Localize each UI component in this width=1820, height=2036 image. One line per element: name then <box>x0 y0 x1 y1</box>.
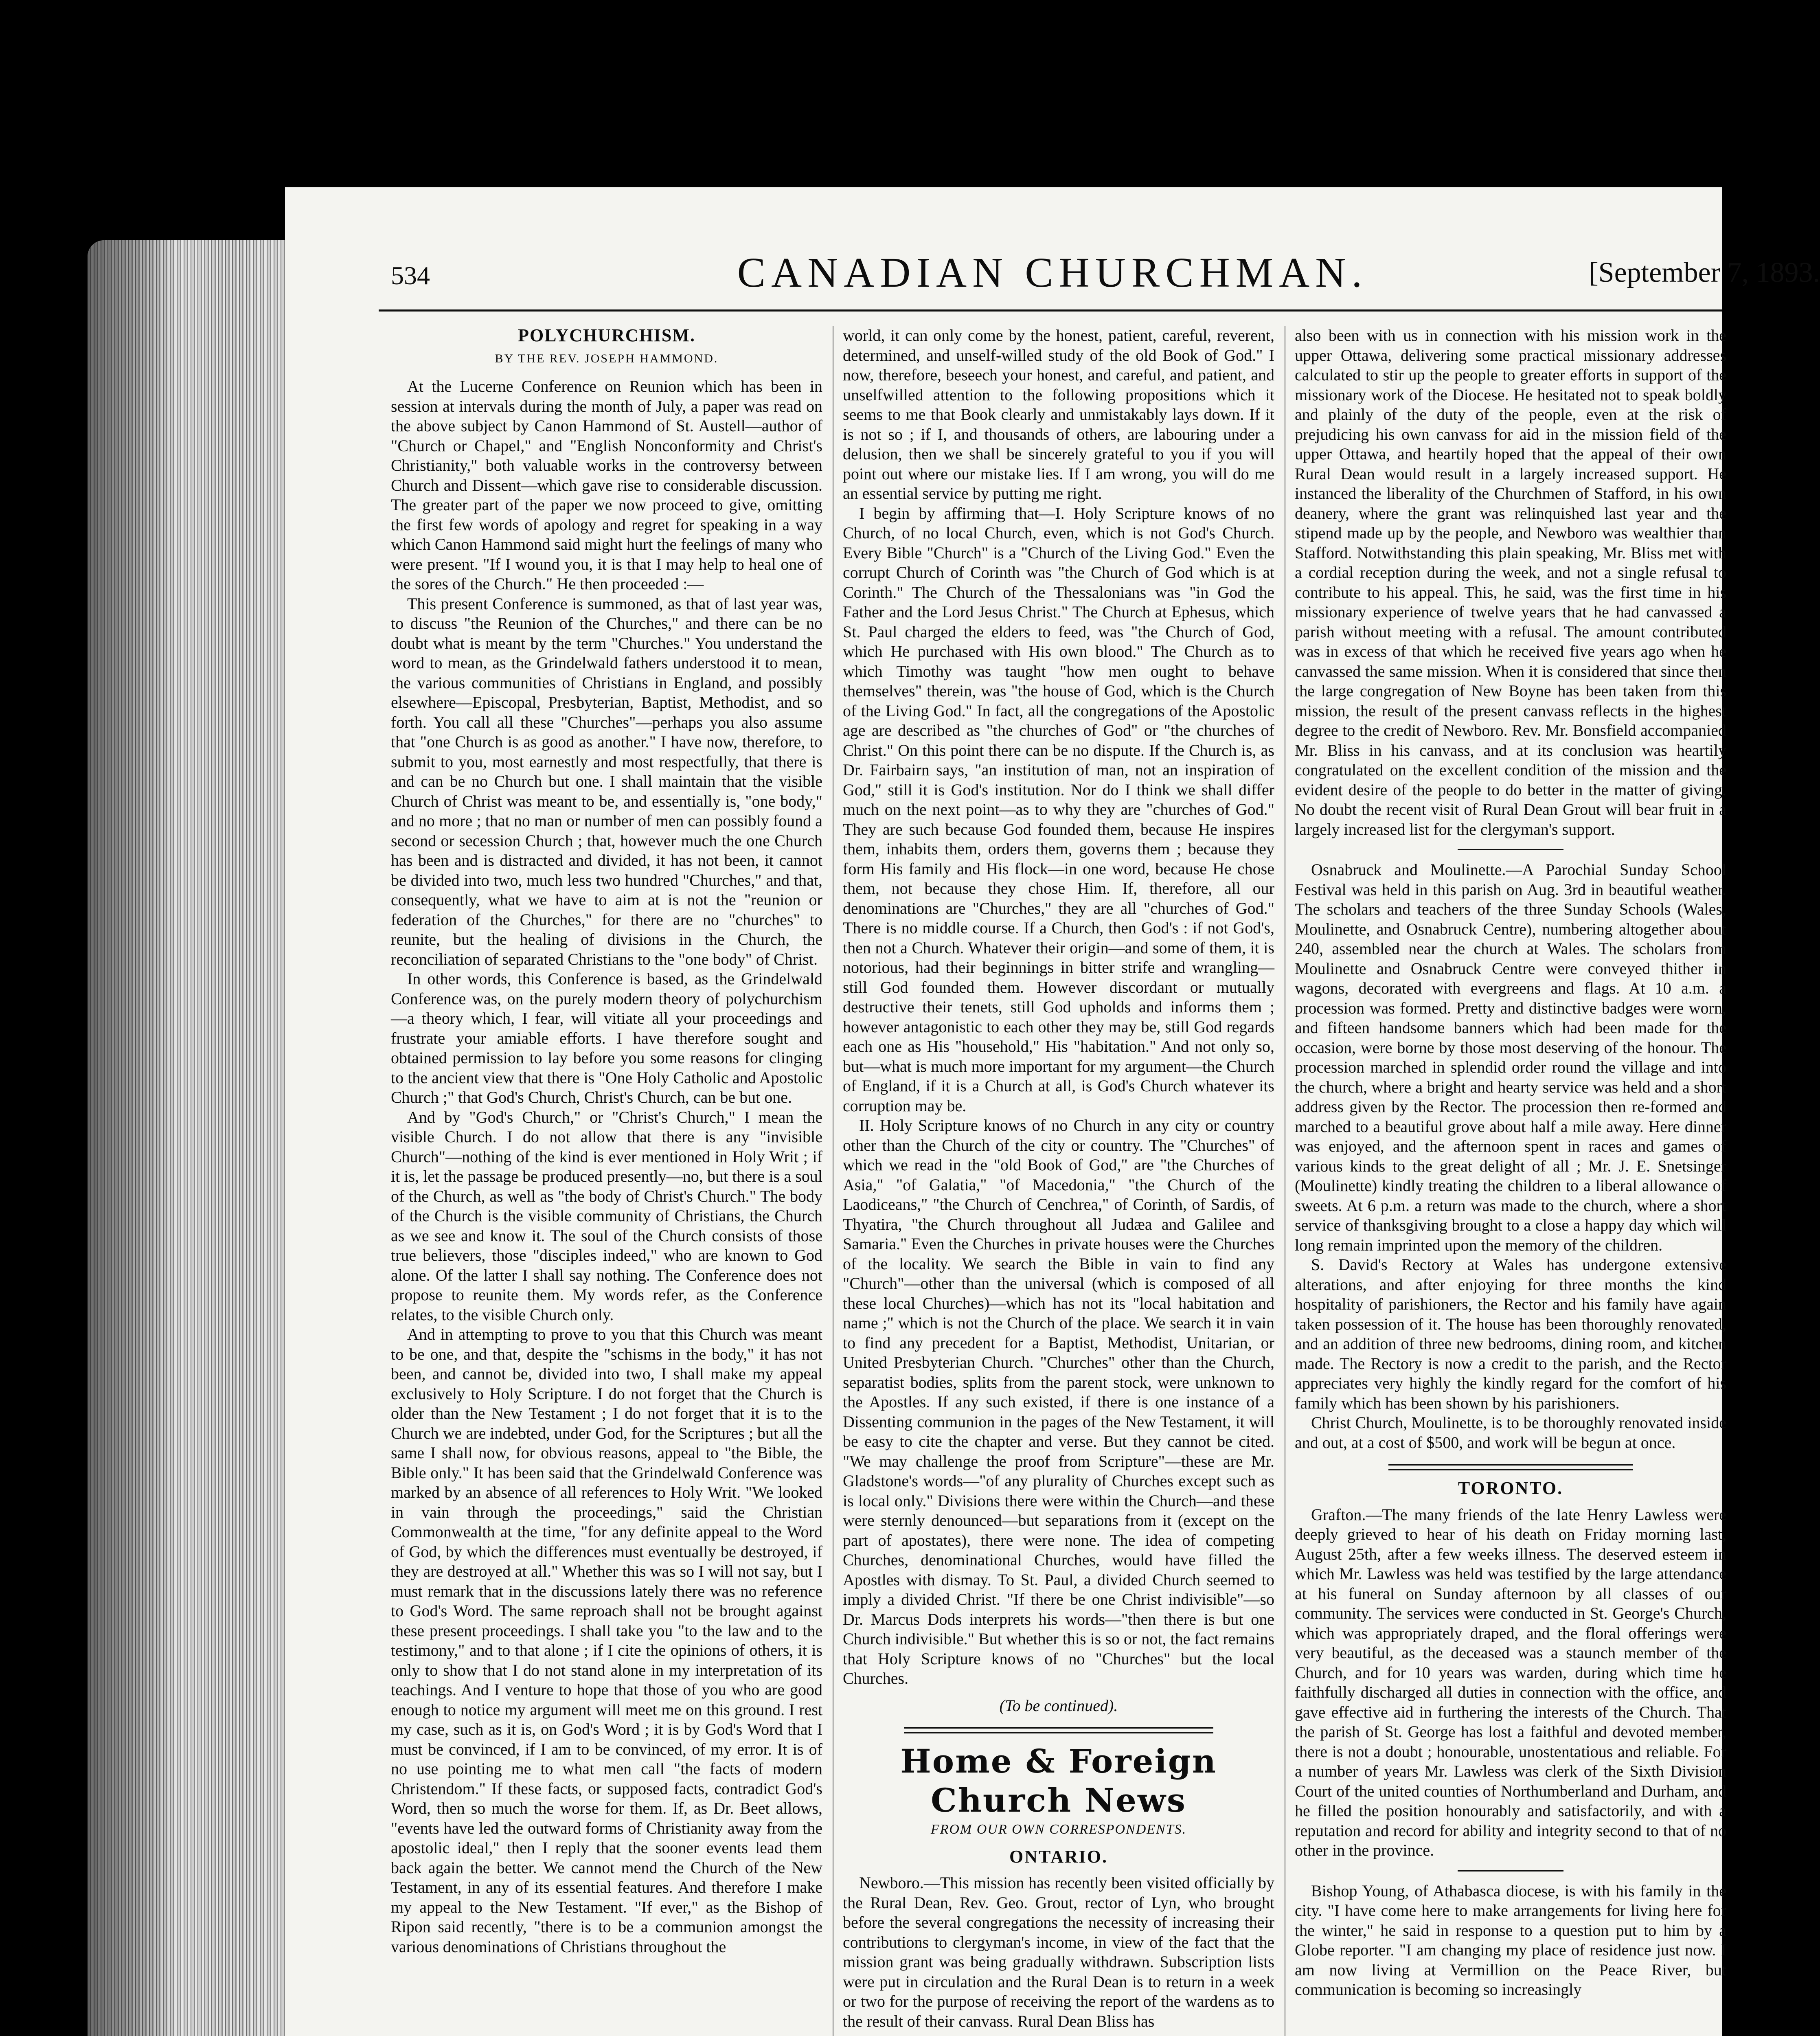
news-subtitle: FROM OUR OWN CORRESPONDENTS. <box>930 1822 1187 1837</box>
paragraph: And in attempting to prove to you that this Church was meant to be one, and that, despite the "schisms in the body," it has not been, and cannot be, divided into two, I shall make my appeal exclusively to Holy Scripture. I do not forget that the Church is older than the New Testament ; I do not forget that it is to the Church we are indebted, under God, for the Scriptures ; but all the same I shall now, for obvious reasons, appeal to "the Bible, the Bible only." It has been said that the Grindelwald Conference was marked by an absence of all references to Holy Writ. "We looked in vain through the proceedings," said the Christian Commonwealth at the time, "for any definite appeal to the Word of God, by which the differences must eventually be destroyed, if they are destroyed at all." Whether this was so I will not say, but I must remark that in the discussions lately there was no reference to God's Word. The same reproach shall not be brought against these present proceedings. I shall take you "to the law and to the testimony," and to that alone ; if I cite the opinions of others, it is only to show that I do not stand alone in my interpretation of its teachings. And I venture to hope that those of you who are good enough to notice my argument will meet me on this ground. I rest my case, such as it is, on God's Word ; it is by God's Word that I must be convinced, if I am to be convinced, of my error. It is of no use pointing me to what men call "the facts of modern Christendom." If these facts, or supposed facts, contradict God's Word, then so much the worse for them. If, as Dr. Beet allows, "events have led the outward forms of Christianity away from the apostolic ideal," then I reply that the sooner events lead them back again the better. We cannot mend the Church of the New Testament, in any of its essential features. And therefore I make my appeal to the New Testament. "If ever," as the Bishop of Ripon said recently, "there is to be a communion amongst the various denominations of Christians throughout the <box>391 1325 822 1956</box>
section-rule <box>904 1727 1213 1733</box>
paragraph: This present Conference is summoned, as that of last year was, to discuss "the Reunion of the Churches," and there can be no doubt what is meant by the term "Churches." You understand the word to mean, as the Grindelwald fathers understood it to mean, the various communities of Christians in England, and possibly elsewhere—Episcopal, Presbyterian, Baptist, Methodist, and so forth. You call all these "Churches"—perhaps you also assume that "one Church is as good as another." I have now, therefore, to submit to you, most earnestly and most respectfully, that there is and can be no Church but one. I shall maintain that the visible Church of Christ was meant to be, and essentially is, "one body," and no more ; that no man or number of men can possibly found a second or secession Church ; that, however much the one Church has been and is distracted and divided, it has not been, it cannot be divided into two, much less two hundred "Churches," and that, consequently, what we have to aim at is not the "reunion or federation of the Churches," for there are no "churches" to reunite, but the healing of divisions in the Church, the reconciliation of separated Christians to the "one body" of Christ. <box>391 594 822 968</box>
page-number: 534 <box>391 261 430 290</box>
paragraph: Grafton.—The many friends of the late Henry Lawless were deeply grieved to hear of his death on Friday morning last, August 25th, after a few weeks illness. The deserved esteem in which Mr. Lawless was held was testified by the large attendance at his funeral on Sunday afternoon by all classes of our community. The services were conducted in St. George's Church, which was appropriately draped, and the floral offerings were very beautiful, as the deceased was a staunch member of the Church, and for 10 years was warden, during which time he faithfully discharged all duties in connection with the office, and gave effective aid in furthering the interests of the Church. That the parish of St. George has lost a faithful and devoted member, there is not a doubt ; honourable, unostentatious and reliable. For a number of years Mr. Lawless was clerk of the Sixth Division Court of the united counties of Northumberland and Durham, and he filled the position honourably and satisfactorily, and with a reputation and record for ability and integrity second to that of no other in the province. <box>1295 1505 1726 1859</box>
column-2 <box>843 326 1274 2031</box>
column-3 <box>1295 326 1726 2000</box>
header-rule <box>379 309 1722 312</box>
paragraph: Christ Church, Moulinette, is to be thoroughly renovated inside and out, at a cost of $500, and work will be begun at once. <box>1295 1413 1726 1452</box>
section-rule <box>1388 1464 1633 1470</box>
paragraph: also been with us in connection with his mission work in the upper Ottawa, delivering some practical missionary addresses calculated to stir up the people to greater efforts in support of the missionary work of the Diocese. He hesitated not to speak boldly and plainly of the duty of the people, even at the risk of prejudicing his own canvass for aid in the mission field of the upper Ottawa, and heartily hoped that the appeal of their own Rural Dean would result in a largely increased support. He instanced the liberality of the Churchmen of Stafford, in his own deanery, where the grant was relinquished last year and the stipend made up by the people, and Newboro was wealthier than Stafford. Notwithstanding this plain speaking, Mr. Bliss met with a cordial reception during the week, and not a single refusal to contribute to his appeal. This, he said, was the first time in his missionary experience of twelve years that he had canvassed a parish without meeting with a refusal. The amount contributed was in excess of that which he received five years ago when he canvassed the same mission. When it is considered that since then the large congregation of New Boyne has been taken from this mission, the result of the present canvass reflects in the highest degree to the credit of Newboro. Rev. Mr. Bonsfield accompanied Mr. Bliss in his canvass, and at its conclusion was heartily congratulated on the excellent condition of the mission and the evident desire of the people to do better in the matter of giving. No doubt the recent visit of Rural Dean Grout will bear fruit in a largely increased list for the clergyman's support. <box>1295 326 1726 838</box>
paragraph: II. Holy Scripture knows of no Church in any city or country other than the Church of the city or country. The "Churches" of which we read in the "old Book of God," are "the Churches of Asia," "of Galatia," "of Macedonia," "the Church of the Laodiceans," "the Church of Cenchrea," of Corinth, of Sardis, of Thyatira, "the Church throughout all Judæa and Galilee and Samaria." Even the Churches in private houses were the Churches of the locality. We search the Bible in vain to find any "Church"—other than the universal (which is composed of all these local Churches)—which has not its "local habitation and name ;" which is not the Church of the place. We search it in vain to find any precedent for a Baptist, Methodist, Unitarian, or United Presbyterian Church. "Churches" other than the Church, separatist bodies, splits from the parent stock, were unknown to the Apostles. If any such existed, if there is one instance of a Dissenting communion in the pages of the New Testament, it will be easy to cite the chapter and verse. But they cannot be cited. "We may challenge the proof from Scripture"—these are Mr. Gladstone's words—"of any plurality of Churches except such as is local only." Divisions there were within the Church—and these were sternly denounced—but separations from it (except on the part of apostates), there were none. The idea of competing Churches, denominational Churches, would have filled the Apostles with dismay. To St. Paul, a divided Church seemed to imply a divided Christ. "If there be one Christ indivisible"—so Dr. Marcus Dods interprets his words—"then there is but one Church indivisible." But whether this is so or not, the fact remains that Holy Scripture knows of no "Churches" but the local Churches. <box>843 1116 1274 1687</box>
continued-note: (To be continued). <box>999 1696 1118 1715</box>
separator-rule <box>1458 849 1563 850</box>
paragraph: Newboro.—This mission has recently been visited officially by the Rural Dean, Rev. Geo. Grout, rector of Lyn, who brought before the several congregations the necessity of increasing their contributions to clergyman's income, in view of the fact that the mission grant was being gradually withdrawn. Subscription lists were put in circulation and the Rural Dean is to return in a week or two for the purpose of receiving the report of the wardens as to the result of their canvass. Rural Dean Bliss has <box>843 1874 1274 2030</box>
column-1 <box>391 326 822 1957</box>
news-banner: Home & Foreign Church News <box>900 1742 1217 1819</box>
paragraph: In other words, this Conference is based, as the Grindelwald Conference was, on the purely modern theory of polychurchism—a theory which, I fear, will vitiate all your proceedings and frustrate your amiable efforts. I have therefore sought and obtained permission to lay before you some reasons for clinging to the ancient view that there is "One Holy Catholic and Apostolic Church ;" that God's Church, Christ's Church, can be but one. <box>391 970 822 1106</box>
newspaper-page <box>285 187 1820 2036</box>
masthead: CANADIAN CHURCHMAN. <box>737 249 1368 296</box>
article-title: POLYCHURCHISM. <box>518 325 695 345</box>
section-heading-ontario: ONTARIO. <box>1009 1846 1108 1867</box>
issue-date: [September 7, 1893. <box>1589 257 1820 288</box>
paragraph: At the Lucerne Conference on Reunion which has been in session at intervals during the month of July, a paper was read on the above subject by Canon Hammond of St. Austell—author of "Church or Chapel," and "English Nonconformity and Christ's Christianity," both valuable works in the controversy between Church and Dissent—which gave rise to considerable discussion. The greater part of the paper we now proceed to give, omitting the first few words of apology and regret for speaking in a way which Canon Hammond said might hurt the feelings of many who were present. "If I wound you, it is that I may help to heal one of the sores of the Church." He then proceeded :— <box>391 377 822 593</box>
paragraph: And by "God's Church," or "Christ's Church," I mean the visible Church. I do not allow that there is any "invisible Church"—nothing of the kind is ever mentioned in Holy Writ ; if it is, let the passage be produced presently—no, but there is a soul of the Church, as well as "the body of Christ's Church." The body of the Church is the visible community of Christians, the Church as we see and know it. The soul of the Church consists of those true believers, those "disciples indeed," who are known to God alone. Of the latter I shall say nothing. The Conference does not propose to reunite them. My words refer, as the Conference relates, to the visible Church only. <box>391 1108 822 1324</box>
paragraph: Bishop Young, of Athabasca diocese, is with his family in the city. "I have come here to make arrangements for living here for the winter," he said in response to a question put to him by a Globe reporter. "I am changing my place of residence just now. I am now living at Vermillion on the Peace River, but communication is becoming so increasingly <box>1295 1881 1726 1999</box>
paragraph: S. David's Rectory at Wales has undergone extensive alterations, and after enjoying for three months the kind hospitality of parishioners, the Rector and his family have again taken possession of it. The house has been thoroughly renovated, and an addition of three new bedrooms, dining room, and kitchen made. The Rectory is now a credit to the parish, and the Rector appreciates very highly the kindly regard for the comfort of his family which has been shown by his parishioners. <box>1295 1255 1726 1412</box>
paragraph: I begin by affirming that—I. Holy Scripture knows of no Church, of no local Church, even, which is not God's Church. Every Bible "Church" is a "Church of the Living God." Even the corrupt Church of Corinth was "the Church of God which is at Corinth." The Church of the Thessalonians was "in God the Father and the Lord Jesus Christ." The Church at Ephesus, which St. Paul charged the elders to feed, was "the Church of God, which He purchased with His own blood." The Church as to which Timothy was taught "how men ought to behave themselves" therein, was "the house of God, which is the Church of the Living God." In fact, all the congregations of the Apostolic age are described as "the churches of God" or "the churches of Christ." On this point there can be no dispute. If the Church is, as Dr. Fairbairn says, "an institution of man, not an inspiration of God," still it is God's institution. Nor do I think we shall differ much on the next point—as to why they are "churches of God." They are such because God founded them, because He inspires them, inhabits them, orders them, governs them ; because they form His family and His flock—in one word, because He chose them, not because they chose Him. If, therefore, all our denominations are "Churches," they are all "churches of God." There is no middle course. If a Church, then God's : if not God's, then not a Church. Whatever their origin—and some of them, it is notorious, had their beginnings in bitter strife and wrangling—still God founded them. However discordant or mutually destructive their tenets, still God upholds and informs them ; however antagonistic to each other they may be, still God regards each one as His "household," His "habitation." And not only so, but—what is much more important for my argument—the Church of England, if it is a Church at all, is God's Church whatever its corruption may be. <box>843 504 1274 1115</box>
page-header <box>366 244 1820 305</box>
paragraph: Osnabruck and Moulinette.—A Parochial Sunday School Festival was held in this parish on Aug. 3rd in beautiful weather. The scholars and teachers of the three Sunday Schools (Wales, Moulinette, and Osnabruck Centre), numbering altogether about 240, assembled near the church at Wales. The scholars from Moulinette and Osnabruck Centre were conveyed thither in wagons, decorated with evergreens and flags. At 10 a.m. a procession was formed. Pretty and distinctive badges were worn, and fifteen handsome banners which had been made for the occasion, were borne by those most deserving of the honour. The procession marched in splendid order round the village and into the church, where a bright and hearty service was held and a short address given by the Rector. The procession then re-formed and marched to a beautiful grove about half a mile away. Here dinner was enjoyed, and the afternoon spent in races and games of various kinds to the great delight of all ; Mr. J. E. Snetsinger (Moulinette) kindly treating the children to a liberal allowance of sweets. At 6 p.m. a return was made to the church, where a short service of thanksgiving brought to a close a happy day which will long remain imprinted upon the memory of the children. <box>1295 860 1726 1254</box>
separator-rule <box>1458 1870 1563 1871</box>
section-heading-toronto: TORONTO. <box>1458 1478 1563 1498</box>
paragraph: world, it can only come by the honest, patient, careful, reverent, determined, and unself-willed study of the old Book of God." I now, therefore, beseech your honest, and careful, and patient, and unselfwilled attention to the following propositions which it seems to me that Book clearly and unmistakably lays down. If it is not so ; if I, and thousands of others, are labouring under a delusion, then we shall be sincerely grateful to you if you will point out where our mistake lies. If I am wrong, you will do me an essential service by putting me right. <box>843 326 1274 502</box>
article-byline: BY THE REV. JOSEPH HAMMOND. <box>495 351 719 365</box>
page-edges <box>88 240 316 2036</box>
